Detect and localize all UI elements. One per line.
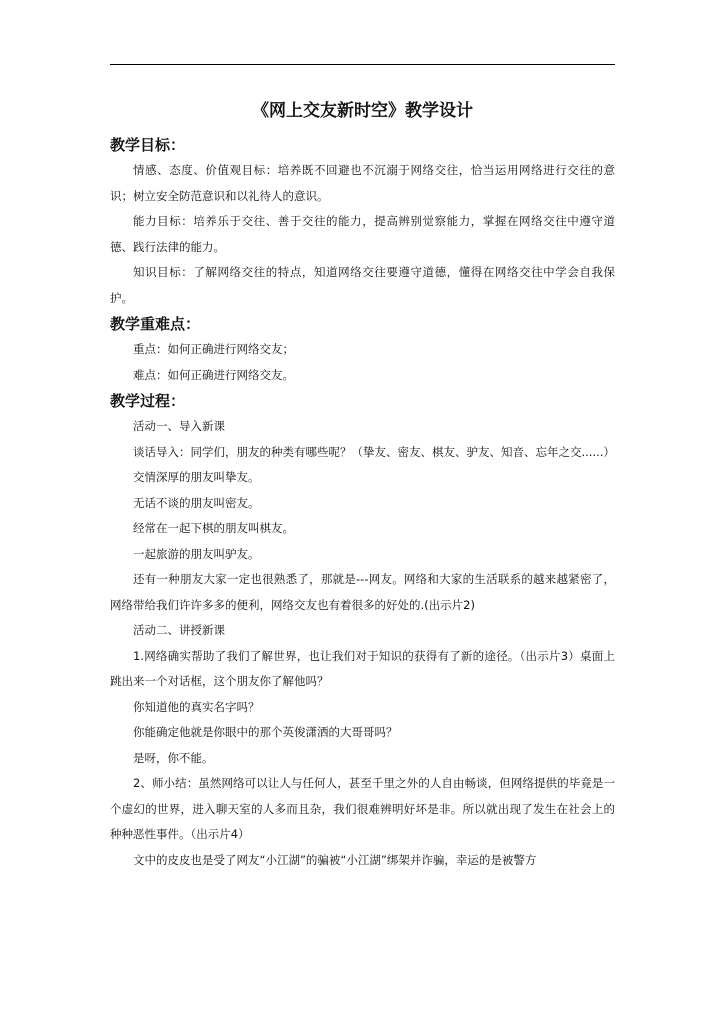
- paragraph: 情感、态度、价值观目标：培养既不回避也不沉溺于网络交往，恰当运用网络进行交往的意识；树立安全防范意识和以礼待人的意识。: [110, 163, 615, 203]
- paragraph: 经常在一起下棋的朋友叫棋友。: [133, 521, 294, 535]
- paragraph: 2、师小结：虽然网络可以让人与任何人，甚至千里之外的人自由畅谈，但网络提供的毕竟是一个虚幻的世界，进入聊天室的人多而且杂，我们很难辨明好坏是非。所以就出现了发生在社会上的种种恶性事件。（出示片4）: [110, 776, 615, 841]
- paragraph: 谈话导入：同学们，朋友的种类有哪些呢？（挚友、密友、棋友、驴友、知音、忘年之交......）: [133, 444, 615, 459]
- paragraph: 还有一种朋友大家一定也很熟悉了，那就是---网友。网络和大家的生活联系的越来越紧密了，网络带给我们许许多多的便利，网络交友也有着很多的好处的.(出示片2): [110, 572, 615, 612]
- paragraph: 文中的皮皮也是受了网友“小江湖”的骗被“小江湖”绑架并诈骗，幸运的是被警方: [133, 852, 537, 867]
- paragraph: 你知道他的真实名字吗？: [133, 699, 260, 714]
- paragraph: 重点：如何正确进行网络交友；: [133, 342, 294, 356]
- document-title: 《网上交友新时空》教学设计: [252, 101, 473, 121]
- section-heading-process: 教学过程：: [110, 392, 186, 410]
- header-rule: [110, 64, 615, 65]
- paragraph: 知识目标：了解网络交往的特点，知道网络交往要遵守道德，懂得在网络交往中学会自我保护。: [110, 265, 615, 305]
- paragraph: 活动一、导入新课: [133, 419, 225, 433]
- section-heading-objectives: 教学目标：: [110, 136, 186, 154]
- paragraph: 活动二、讲授新课: [133, 623, 225, 637]
- paragraph: 一起旅游的朋友叫驴友。: [133, 546, 260, 561]
- paragraph: 能力目标：培养乐于交往、善于交往的能力，提高辨别觉察能力，掌握在网络交往中遵守道德、践行法律的能力。: [110, 214, 615, 254]
- document-body: [110, 96, 615, 873]
- paragraph: 是呀，你不能。: [133, 750, 214, 765]
- paragraph: 无话不谈的朋友叫密友。: [133, 495, 260, 510]
- paragraph: 你能确定他就是你眼中的那个英俊潇洒的大哥哥吗？: [133, 725, 398, 739]
- section-heading-key-points: 教学重难点：: [110, 315, 201, 333]
- paragraph: 交情深厚的朋友叫挚友。: [133, 470, 260, 484]
- paragraph: 难点：如何正确进行网络交友。: [133, 367, 294, 382]
- paragraph: 1.网络确实帮助了我们了解世界，也让我们对于知识的获得有了新的途径。（出示片3）桌面上跳出来一个对话框，这个朋友你了解他吗？: [110, 648, 615, 688]
